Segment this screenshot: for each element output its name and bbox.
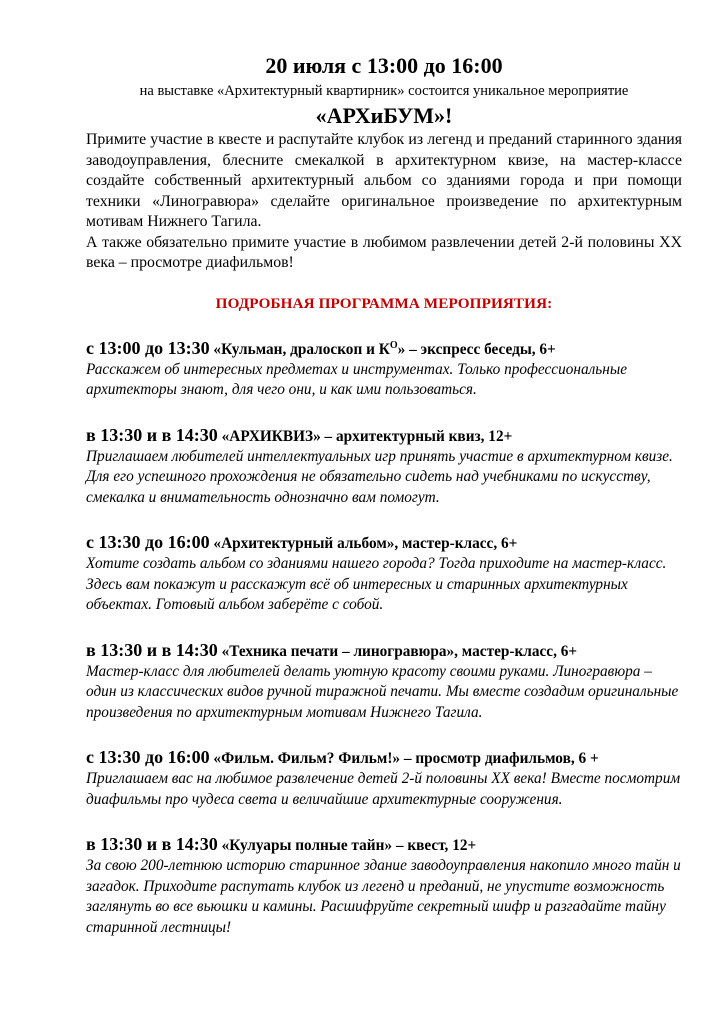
program-item-title-superscript: О [389, 339, 398, 351]
program-item-time: с 13:30 до 16:00 [86, 747, 210, 767]
event-name: «АРХиБУМ»! [315, 103, 453, 128]
program-item-description: Приглашаем вас на любимое развлечение детей 2-й половины XX века! Вместе посмотрим диафильмы про чудеса света и величайшие архитектурные сооружения. [86, 770, 681, 808]
program-item-title [213, 341, 555, 358]
program-item-description: Приглашаем любителей интеллектуальных игр принять участие в архитектурном квизе. Для его успешного прохождения не обязательно сидеть над учебниками по искусству, смекалка и внимательность однозначно вам помогут. [86, 447, 673, 506]
program-item [86, 532, 682, 616]
date-title: 20 июля с 13:00 до 16:00 [265, 53, 503, 78]
program-item-description: Мастер-класс для любителей делать уютную красоту своими руками. Линогравюра – один из классических видов ручной тиражной печати. Мы вместе создадим оригинальные произведения по архитектурным мотивам Нижнего Тагила. [86, 662, 679, 721]
program-item-time: с 13:00 до 13:30 [86, 337, 210, 358]
program-item [86, 338, 682, 401]
program-item-time: в 13:30 и в 14:30 [86, 424, 218, 445]
program-item [86, 747, 682, 810]
program-heading: ПОДРОБНАЯ ПРОГРАММА МЕРОПРИЯТИЯ: [215, 294, 553, 312]
document-page [86, 52, 682, 938]
intro-paragraph: Примите участие в квесте и распутайте клубок из легенд и преданий старинного здания заводоуправления, блесните смекалкой в архитектурном квизе, на мастер-классе создайте собственный архитектурный альбом со зданиями города и при помощи техники «Линогравюра» сделайте оригинальное произведение по архитектурным мотивам Нижнего Тагила. [86, 131, 682, 230]
program-item-header [86, 425, 682, 447]
intro-text [86, 130, 682, 274]
program-item-time: с 13:30 до 16:00 [86, 532, 210, 552]
program-item [86, 640, 682, 724]
program-item-title-part: » – экспресс беседы, 6+ [397, 340, 556, 358]
program-item-header [86, 834, 682, 856]
program-item-header [86, 532, 682, 554]
intro-paragraph: А также обязательно примите участие в любимом развлечении детей 2-й половины XX века – просмотре диафильмов! [86, 233, 682, 271]
program-item-description: Хотите создать альбом со зданиями нашего города? Тогда приходите на мастер-класс. Здесь вам покажут и расскажут всё об интересных и старинных архитектурных объектах. Готовый альбом заберёте с собой. [86, 555, 667, 613]
program-item-time: в 13:30 и в 14:30 [86, 834, 218, 854]
program-item-header [86, 338, 682, 360]
program-item-header [86, 747, 682, 769]
subtitle: на выставке «Архитектурный квартирник» состоится уникальное мероприятие [139, 83, 629, 99]
program-item-description: Расскажем об интересных предметах и инструментах. Только профессиональные архитекторы знают, для чего они, и как ими пользоваться. [86, 360, 627, 398]
program-item-title: «Архитектурный альбом», мастер-класс, 6+ [213, 535, 518, 552]
program-item-title: «Фильм. Фильм? Фильм!» – просмотр диафильмов, 6 + [213, 750, 599, 767]
program-item-title: «Кулуары полные тайн» – квест, 12+ [221, 837, 477, 854]
program-item-title-part: «Кульман, дралоскоп и К [213, 340, 390, 358]
program-item-description: За свою 200-летнюю историю старинное здание заводоуправления накопило много тайн и загадок. Приходите распутать клубок из легенд и преданий, не упустите возможность заглянуть во все вьюшки и камины. Расшифруйте секретный шифр и разгадайте тайну старинной лестницы! [86, 857, 681, 936]
program-item-time: в 13:30 и в 14:30 [86, 639, 218, 660]
program-item-header [86, 640, 682, 662]
program-item [86, 834, 682, 938]
program-item-title: «Техника печати – линогравюра», мастер-класс, 6+ [221, 642, 578, 660]
program-item [86, 425, 682, 509]
program-item-title: «АРХИКВИЗ» – архитектурный квиз, 12+ [221, 427, 513, 445]
